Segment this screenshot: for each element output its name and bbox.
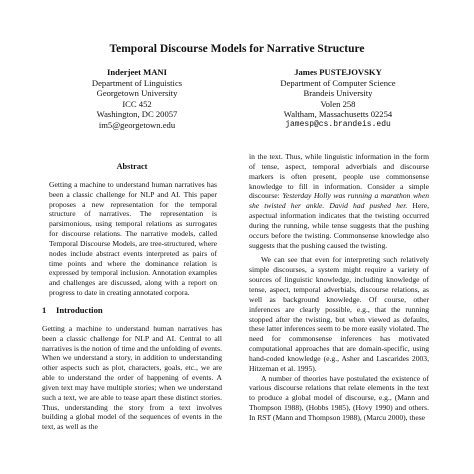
affiliation-line: Volen 258: [320, 98, 356, 109]
affiliation-line: ICC 452: [122, 98, 152, 109]
body-paragraph: [249, 152, 429, 250]
section-heading: [42, 306, 222, 316]
affiliation-line: Brandeis University: [303, 88, 373, 99]
author-name: James PUSTEJOVSKY: [294, 67, 382, 77]
author-block-1: [37, 67, 237, 131]
paragraph-text: Here, aspectual information indicates that the twisting occurred during the running, while tense suggests that the pushing occurs before the twisting. Commonsense knowledge also suggests that the pushing caused the twisting.: [249, 201, 429, 250]
paragraph-text: in the text. Thus, while linguistic information in the form of tense, aspect, temporal adverbials and discourse markers is often present, people use commonsense knowledge to fill in information. Consider a simple discourse:: [249, 152, 429, 201]
affiliation-line: Georgetown University: [96, 88, 178, 99]
affiliation-line: Department of Computer Science: [280, 77, 396, 88]
affiliation-line: Department of Linguistics: [91, 77, 183, 88]
right-column: [249, 152, 429, 423]
author-email: jamesp@cs.brandeis.edu: [285, 119, 391, 129]
left-column: [42, 162, 222, 432]
affiliation-line: Washington, DC 20057: [96, 109, 178, 120]
intro-paragraph: Getting a machine to understand human narratives has been a classic challenge for NLP and AI. Central to all narratives is the notion of time and the unfolding of events. When we understand a story, in addition to understanding other aspects such as plot, characters, goals, etc., we are able to understand the order of happening of events. A given text may have multiple stories; when we understand such a text, we are able to tease apart these distinct stories. Thus, understanding the story from a text involves building a global model of the sequences of events in the text, as well as the: [42, 323, 222, 432]
body-paragraph: We can see that even for interpreting such relatively simple discourses, a system might require a variety of sources of linguistic knowledge, including knowledge of tense, aspect, temporal adverbials, discourse relations, as well as background knowledge. Of course, other inferences are clearly possible, e.g., that the running stopped after the twisting, but when viewed as defaults, these latter inferences seem to be more easily violated. The need for commonsense inferences has motivated computational approaches that are domain-specific, using hand-coded knowledge (e.g., Asher and Lascarides 2003, Hitzeman et al. 1995).: [249, 255, 429, 373]
paper-title: Temporal Discourse Models for Narrative Structure: [109, 43, 365, 55]
affiliation-line: Waltham, Massachusetts 02254: [283, 109, 393, 120]
section-title: Introduction: [56, 304, 103, 315]
example-discourse: Yesterday Holly was running a marathon when she twisted her ankle. David had pushed her.: [249, 191, 429, 211]
body-paragraph: A number of theories have postulated the existence of various discourse relations that relate elements in the text to produce a global model of discourse, e.g., (Mann and Thompson 1988), (Hobbs 1985), (Hovy 1990) and others. In RST (Mann and Thompson 1988), (Marcu 2000), these: [249, 373, 429, 422]
abstract-text: Getting a machine to understand human narratives has been a classic challenge for NLP and AI. This paper proposes a new representation for the temporal structure of narratives. The representation is parsimonious, using temporal relations as surrogates for discourse relations. The narrative models, called Temporal Discourse Models, are tree-structured, where nodes include abstract events interpreted as pairs of time points and where the dominance relation is expressed by temporal inclusion. Annotation examples and challenges are discussed, along with a report on progress to date in creating annotated corpora.: [49, 179, 217, 298]
section-number: 1: [42, 304, 47, 315]
author-email: im5@georgetown.edu: [98, 119, 176, 130]
author-name: Inderjeet MANI: [107, 67, 167, 77]
author-block-2: [238, 67, 438, 131]
abstract-heading: Abstract: [116, 162, 148, 171]
